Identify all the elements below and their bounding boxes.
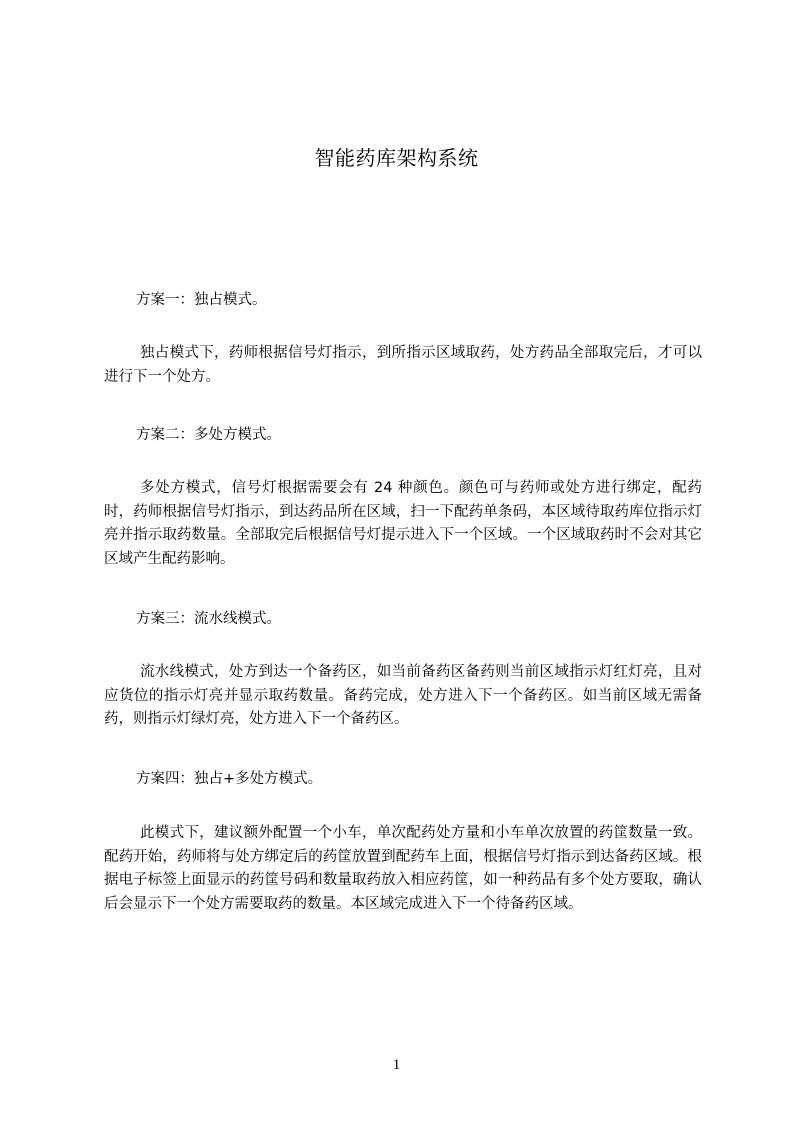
page-number: 1 — [392, 1057, 401, 1073]
section-body-3: 流水线模式，处方到达一个备药区，如当前备药区备药则当前区域指示灯红灯亮，且对应货位的指示灯亮并显示取药数量。备药完成，处方进入下一个备药区。如当前区域无需备药，则指示灯绿灯亮，处方进入下一个备药区。 — [104, 664, 702, 727]
section-body-1: 独占模式下，药师根据信号灯指示，到所指示区域取药，处方药品全部取完后，才可以进行下一个处方。 — [104, 345, 702, 385]
document-title: 智能药库架构系统 — [314, 146, 479, 170]
section-heading-2: 方案二：多处方模式。 — [136, 427, 281, 443]
section-body-2: 多处方模式，信号灯根据需要会有 24 种颜色。颜色可与药师或处方进行绑定，配药时，药师根据信号灯指示，到达药品所在区域，扫一下配药单条码，本区域待取药库位指示灯亮并指示取药数量。全部取完后根据信号灯提示进入下一个区域。一个区域取药时不会对其它区域产生配药影响。 — [104, 480, 702, 567]
section-heading-3: 方案三：流水线模式。 — [136, 611, 281, 627]
section-heading-1: 方案一：独占模式。 — [136, 292, 267, 308]
section-body-4: 此模式下，建议额外配置一个小车，单次配药处方量和小车单次放置的药筐数量一致。配药开始，药师将与处方绑定后的药筐放置到配药车上面，根据信号灯指示到达备药区域。根据电子标签上面显示的药筐号码和数量取药放入相应药筐，如一种药品有多个处方要取，确认后会显示下一个处方需要取药的数量。本区域完成进入下一个待备药区域。 — [104, 825, 702, 912]
section-heading-4: 方案四：独占+多处方模式。 — [136, 771, 323, 787]
